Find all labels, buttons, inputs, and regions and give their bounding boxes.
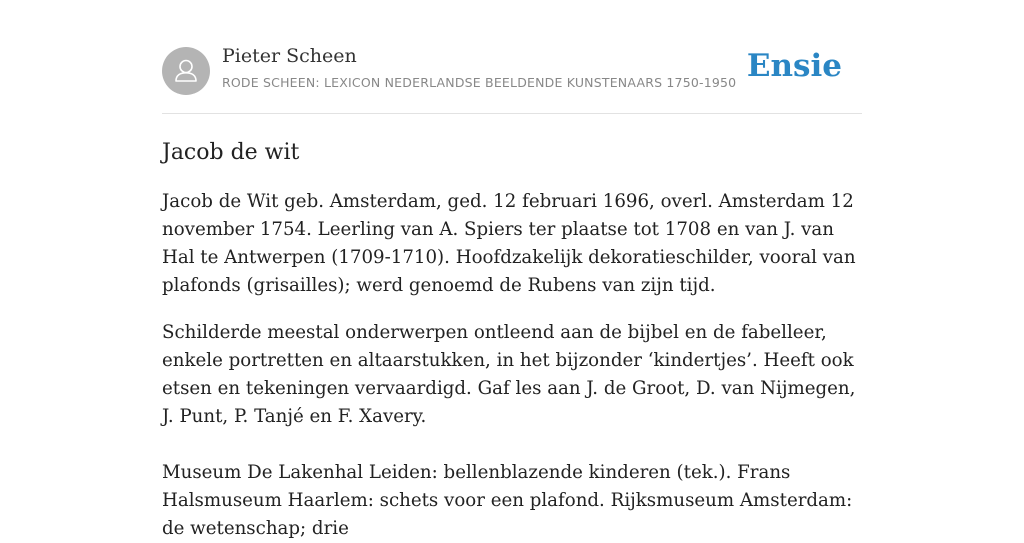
content-column [162, 0, 862, 543]
user-icon [162, 47, 210, 95]
author-avatar[interactable] [162, 47, 210, 95]
paragraph: Museum De Lakenhal Leiden: bellenblazende kinderen (tek.). Frans Halsmuseum Haarlem: schets voor een plafond. Rijksmuseum Amsterdam: de wetenschap; drie [162, 462, 853, 539]
paragraph: Jacob de Wit geb. Amsterdam, ged. 12 februari 1696, overl. Amsterdam 12 november 1754. Leerling van A. Spiers ter plaatse tot 1708 en van J. van Hal te Antwerpen (1709-1710). Hoofdzakelijk dekoratieschilder, vooral van plafonds (grisailles); werd genoemd de Rubens van zijn tijd. [162, 191, 856, 296]
paragraph: Schilderde meestal onderwerpen ontleend aan de bijbel en de fabelleer, enkele portretten en altaarstukken, in het bijzonder ‘kindertjes’. Heeft ook etsen en tekeningen vervaardigd. Gaf les aan J. de Groot, D. van Nijmegen, J. Punt, P. Tanjé en F. Xavery. [162, 322, 856, 427]
source-publication[interactable]: RODE SCHEEN: LEXICON NEDERLANDSE BEELDENDE KUNSTENAARS 1750-1950 [222, 75, 737, 90]
author-name[interactable]: Pieter Scheen [222, 45, 357, 67]
ensie-logo[interactable]: Ensie [746, 48, 842, 84]
article-header [162, 0, 862, 114]
article-title: Jacob de wit [162, 140, 300, 165]
article-body [162, 188, 862, 543]
